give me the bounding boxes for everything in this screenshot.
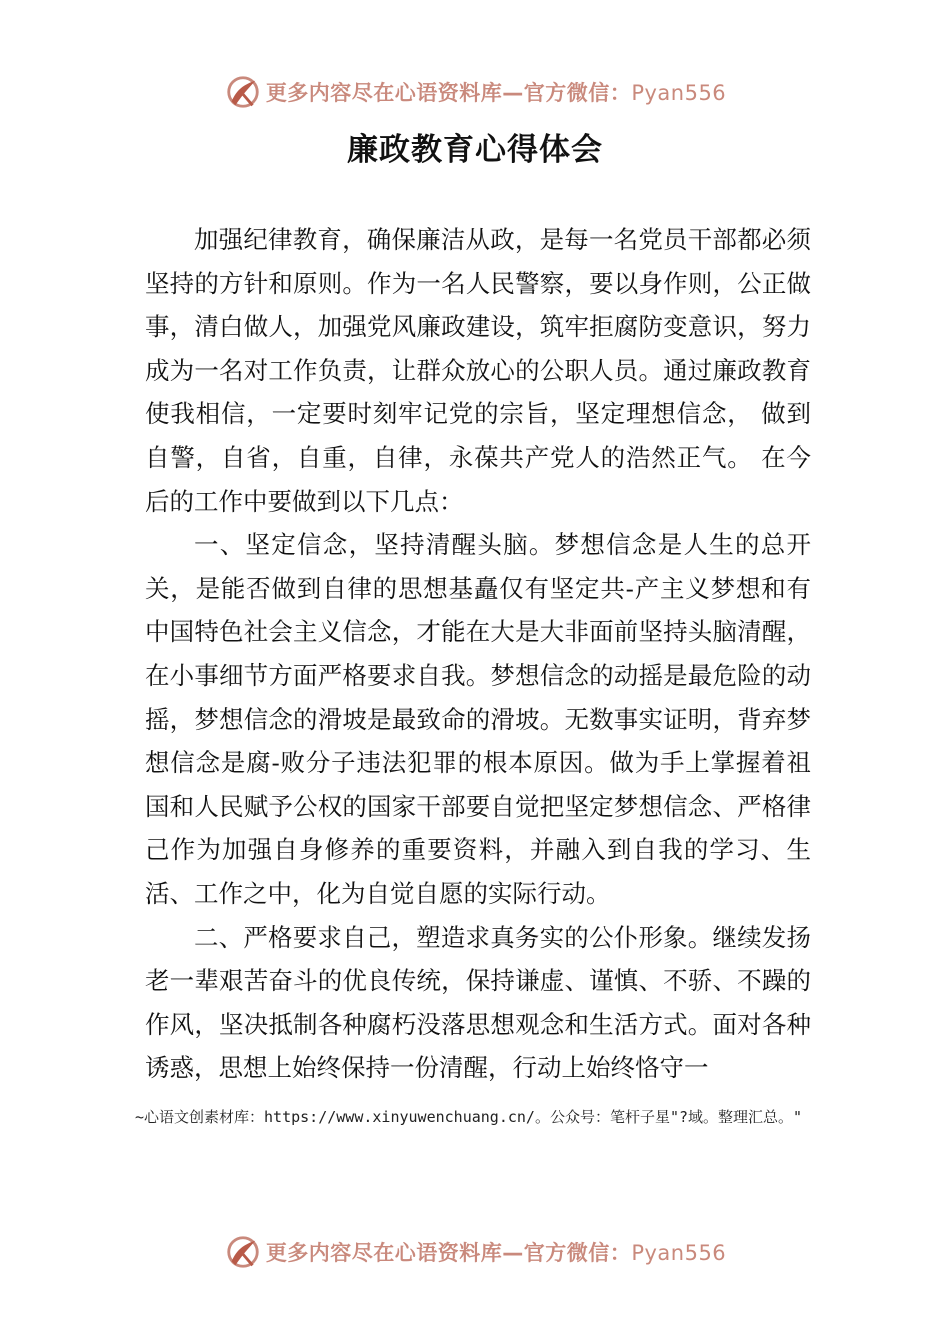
paragraph-3: 二、严格要求自己，塑造求真务实的公仆形象。继续发扬老一辈艰苦奋斗的优良传统，保持谦虚、谨慎、不骄、不躁的作风，坚决抵制各种腐朽没落思想观念和生活方式。面对各种诱惑，思想上始终保持一份清醒，行动上始终恪守一 [145,922,811,1083]
footnote: ~心语文创素材库：https://www.xinyuwenchuang.cn/。公众号：笔杆子星"?域。整理汇总。" [135,1108,803,1126]
header-banner [0,72,950,112]
banner-text: 更多内容尽在心语资料库—官方微信：Pyan556 [265,81,727,105]
banner-text: 更多内容尽在心语资料库—官方微信：Pyan556 [265,1241,727,1265]
banner-wechat-id: Pyan556 [631,81,727,105]
banner-wechat-id: Pyan556 [631,1241,727,1265]
footer-banner [0,1232,950,1272]
ribbon-logo-icon [224,73,262,111]
document-body [145,218,811,1090]
paragraph-2: 一、坚定信念，坚持清醒头脑。梦想信念是人生的总开关，是能否做到自律的思想基矗仅有坚定共-产主义梦想和有中国特色社会主义信念，才能在大是大非面前坚持头脑清醒，在小事细节方面严格要求自我。梦想信念的动摇是最危险的动摇，梦想信念的滑坡是最致命的滑坡。无数事实证明，背弃梦想信念是腐-败分子违法犯罪的根本原因。做为手上掌握着祖国和人民赋予公权的国家干部要自觉把坚定梦想信念、严格律己作为加强自身修养的重要资料，并融入到自我的学习、生活、工作之中，化为自觉自愿的实际行动。 [145,530,811,908]
document-title: 廉政教育心得体会 [347,132,603,168]
paragraph-1: 加强纪律教育，确保廉洁从政，是每一名党员干部都必须坚持的方针和原则。作为一名人民警察，要以身作则，公正做事，清白做人，加强党风廉政建设，筑牢拒腐防变意识，努力成为一名对工作负责，让群众放心的公职人员。通过廉政教育使我相信，一定要时刻牢记党的宗旨，坚定理想信念， 做到自警，自省，自重，自律，永葆共产党人的浩然正气。 在今后的工作中要做到以下几点： [145,225,811,516]
ribbon-logo-icon [224,1233,262,1271]
